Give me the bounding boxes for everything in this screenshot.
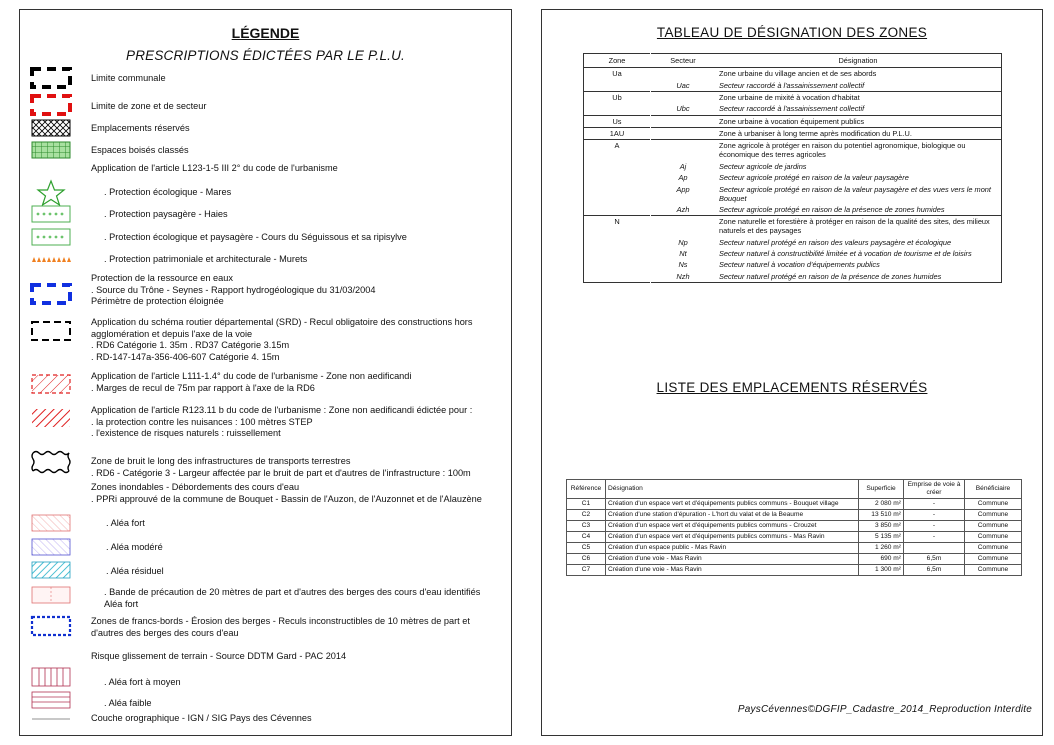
legend-item-label: Risque glissement de terrain - Source DDTM Gard - PAC 2014	[91, 651, 347, 661]
secteur-cell: Nt	[679, 249, 687, 259]
zones-table-row	[584, 271, 1002, 283]
legend-title: LÉGENDE	[231, 25, 300, 41]
legend-item-label: . Aléa faible	[104, 698, 152, 708]
er-superficie-cell: 1 260 m²	[859, 543, 904, 554]
designation-cell: Secteur raccordé à l'assainissement collectif	[719, 104, 865, 114]
zones-table-grid	[583, 53, 1002, 283]
pink-hatch-icon	[30, 513, 72, 533]
zones-table-row	[584, 79, 1002, 91]
tables-panel	[541, 9, 1043, 736]
legend-item	[20, 405, 511, 445]
secteur-cell	[651, 115, 716, 127]
zones-table	[583, 53, 1002, 283]
cyan-hatch-icon	[30, 560, 72, 580]
legend-item-label: Application du schéma routier départemental (SRD) - Recul obligatoire des constructions hors agglomération et depuis l'axe de la voie . RD6 Catégorie 1. 35m . RD37 Catégorie 3.15m . RD-147-147a-356-406-607 Catégorie 4. 15m	[91, 317, 473, 362]
secteur-cell: Nzh	[676, 271, 690, 281]
er-designation-cell: Création d'un espace public - Mas Ravin	[606, 543, 859, 554]
secteur-cell	[651, 91, 716, 103]
zones-table-row	[584, 91, 1002, 103]
zones-table-row	[584, 140, 1002, 161]
er-header-beneficiaire: Bénéficiaire	[965, 480, 1022, 499]
wavy-noise-icon	[30, 448, 72, 476]
designation-cell: Zone agricole à protéger en raison du potentiel agronomique, biologique ou économique des terres agricoles	[715, 140, 1002, 161]
zone-cell	[584, 103, 651, 115]
emplacements-title: LISTE DES EMPLACEMENTS RÉSERVÉS	[656, 380, 928, 395]
legend-item-label: Emplacements réservés	[91, 123, 190, 133]
zones-header-designation: Désignation	[715, 54, 1002, 68]
legend-item	[20, 560, 511, 582]
secteur-cell: App	[676, 184, 690, 194]
grey-contour-line-icon	[30, 712, 72, 726]
zones-table-row	[584, 161, 1002, 172]
secteur-cell	[651, 216, 716, 237]
er-superficie-cell: 13 510 m²	[859, 510, 904, 521]
er-emprise-cell: -	[904, 532, 965, 543]
zone-cell: Ua	[584, 68, 651, 80]
zone-cell	[584, 79, 651, 91]
red-hatched-solid-icon	[30, 405, 72, 431]
legend-item	[20, 371, 511, 399]
legend-item	[20, 203, 511, 225]
secteur-cell: Np	[678, 237, 688, 247]
emplacements-table-grid	[566, 479, 1022, 576]
zone-cell: Ub	[584, 91, 651, 103]
er-superficie-cell: 2 080 m²	[859, 499, 904, 510]
legend-item-label: Application de l'article R123.11 b du code de l'urbanisme : Zone non aedificandi édictée pour : . la protection contre les nuisances : 100 mètres STEP . l'existence de risques naturels : ruissellement	[91, 405, 473, 439]
legend-item-label: Application de l'article L123-1-5 III 2° du code de l'urbanisme	[91, 163, 338, 173]
legend-item	[20, 537, 511, 559]
zones-table-row	[584, 216, 1002, 237]
legend-item-label: Protection de la ressource en eaux . Source du Trône - Seynes - Rapport hydrogéologique du 31/03/2004 Périmètre de protection éloignée	[91, 273, 376, 307]
legend-item	[20, 513, 511, 535]
er-table-row	[567, 543, 1022, 554]
zone-cell	[584, 161, 651, 172]
zone-cell: 1AU	[584, 127, 651, 139]
er-superficie-cell: 3 850 m²	[859, 521, 904, 532]
legend-item-label: Zone de bruit le long des infrastructures de transports terrestres . RD6 - Catégorie 3 - Largeur affectée par le bruit de part et d'autres de l'infrastructure : 100m	[91, 456, 471, 478]
legend-item-label: Couche orographique - IGN / SIG Pays des Cévennes	[91, 713, 312, 723]
legend-item	[20, 583, 511, 611]
er-emprise-cell: -	[904, 521, 965, 532]
zones-table-row	[584, 68, 1002, 80]
legend-item-label: . Protection écologique - Mares	[104, 187, 232, 197]
legend-item	[20, 93, 511, 117]
secteur-cell	[651, 68, 716, 80]
red-dashed-boundary-icon	[30, 93, 72, 117]
legend-item-label: Application de l'article L111-1.4° du code de l'urbanisme - Zone non aedificandi . Marges de recul de 75m par rapport à l'axe de la RD6	[91, 371, 412, 393]
copyright-footer: PaysCévennes©DGFIP_Cadastre_2014_Reproduction Interdite	[737, 704, 1032, 715]
zone-cell	[584, 271, 651, 283]
designation-cell: Zone urbaine de mixité à vocation d'habitat	[715, 91, 1002, 103]
er-reference-cell: C4	[567, 532, 606, 543]
zone-cell	[584, 204, 651, 216]
designation-cell: Secteur naturel protégé en raison de la présence de zones humides	[719, 271, 942, 281]
zones-table-row	[584, 103, 1002, 115]
er-designation-cell: Création d'une voie - Mas Ravin	[606, 554, 859, 565]
black-dashed-boundary-icon	[30, 66, 72, 90]
zones-table-title: TABLEAU DE DÉSIGNATION DES ZONES	[656, 25, 928, 40]
er-designation-cell: Création d'un espace vert et d'équipements publics communs - Mas Ravin	[606, 532, 859, 543]
legend-item-label: . Aléa fort	[106, 518, 145, 528]
orange-triangles-icon	[30, 252, 72, 266]
zones-table-row	[584, 172, 1002, 183]
er-table-row	[567, 565, 1022, 576]
er-reference-cell: C1	[567, 499, 606, 510]
secteur-cell: Aj	[679, 161, 687, 171]
legend-item	[20, 140, 511, 160]
legend-item-label: Limite de zone et de secteur	[91, 101, 207, 111]
er-beneficiaire-cell: Commune	[965, 554, 1022, 565]
zones-table-row	[584, 204, 1002, 216]
er-beneficiaire-cell: Commune	[965, 521, 1022, 532]
black-dashed-srd-icon	[30, 319, 72, 343]
er-emprise-cell: -	[904, 510, 965, 521]
legend-item	[20, 666, 511, 688]
emplacements-table	[566, 479, 1022, 576]
zone-cell	[584, 183, 651, 203]
zones-table-row	[584, 183, 1002, 203]
green-dotted-hedge-icon	[30, 203, 72, 225]
secteur-cell	[651, 127, 716, 139]
maroon-horizontal-lines-icon	[30, 690, 72, 710]
purple-hatch-icon	[30, 537, 72, 557]
er-reference-cell: C2	[567, 510, 606, 521]
legend-item	[20, 690, 511, 710]
legend-item-label: Zones inondables - Débordements des cours d'eau . PPRi approuvé de la commune de Bouquet - Bassin de l'Auzon, de l'Auzonnet et de l'Alauzène	[91, 482, 482, 504]
secteur-cell: Azh	[676, 204, 690, 214]
er-beneficiaire-cell: Commune	[965, 499, 1022, 510]
legend-item	[20, 118, 511, 138]
designation-cell: Secteur agricole protégé en raison de la valeur paysagère	[719, 173, 909, 183]
er-beneficiaire-cell: Commune	[965, 543, 1022, 554]
legend-item	[20, 226, 511, 248]
legend-item	[20, 651, 511, 665]
legend-item	[20, 163, 511, 177]
designation-cell: Zone naturelle et forestière à protéger en raison de la qualité des sites, des milieux naturels et des paysages	[715, 216, 1002, 237]
er-superficie-cell: 1 300 m²	[859, 565, 904, 576]
legend-item-label: Limite communale	[91, 73, 166, 83]
designation-cell: Secteur raccordé à l'assainissement collectif	[719, 80, 865, 90]
er-reference-cell: C3	[567, 521, 606, 532]
zone-cell	[584, 259, 651, 270]
er-designation-cell: Création d'un espace vert et d'équipements publics communs - Bouquet village	[606, 499, 859, 510]
er-emprise-cell: -	[904, 499, 965, 510]
crosshatch-icon	[30, 118, 72, 138]
secteur-cell	[651, 140, 716, 161]
er-header-emprise: Emprise de voie à créer	[904, 480, 965, 499]
legend-item	[20, 448, 511, 478]
zones-table-row	[584, 248, 1002, 259]
green-grid-icon	[30, 140, 72, 160]
er-reference-cell: C7	[567, 565, 606, 576]
designation-cell: Secteur naturel à constructibilité limitée et à vocation de tourisme et de loisirs	[719, 249, 972, 259]
secteur-cell: Ns	[678, 260, 688, 270]
er-superficie-cell: 5 135 m²	[859, 532, 904, 543]
designation-cell: Secteur agricole protégé en raison de la valeur paysagère et des vues vers le mont Bouquet	[719, 184, 991, 203]
er-table-row	[567, 554, 1022, 565]
er-beneficiaire-cell: Commune	[965, 532, 1022, 543]
designation-cell: Zone urbaine à vocation équipement publics	[715, 115, 1002, 127]
zones-table-row	[584, 115, 1002, 127]
er-header-designation: Désignation	[606, 480, 859, 499]
er-emprise-cell: 6,5m	[904, 554, 965, 565]
er-designation-cell: Création d'un espace vert et d'équipements publics communs - Crouzet	[606, 521, 859, 532]
zones-header-zone: Zone	[584, 54, 651, 68]
er-beneficiaire-cell: Commune	[965, 565, 1022, 576]
zone-cell: N	[584, 216, 651, 237]
red-hatched-dashed-icon	[30, 371, 72, 397]
er-emprise-cell: 6,5m	[904, 565, 965, 576]
zone-cell: A	[584, 140, 651, 161]
er-designation-cell: Création d'une station d'épuration - L'hort du valat et de la Beaume	[606, 510, 859, 521]
secteur-cell: Ubc	[676, 104, 690, 114]
designation-cell: Secteur naturel à vocation d'équipements publics	[719, 260, 880, 270]
legend-subtitle: PRESCRIPTIONS ÉDICTÉES PAR LE P.L.U.	[125, 48, 406, 63]
zones-table-row	[584, 237, 1002, 248]
legend-item-label: . Protection écologique et paysagère - Cours du Séguissous et sa ripisylve	[104, 232, 407, 242]
er-table-row	[567, 532, 1022, 543]
designation-cell: Zone urbaine du village ancien et de ses abords	[719, 69, 877, 79]
legend-item	[20, 317, 511, 367]
maroon-vertical-lines-icon	[30, 666, 72, 688]
legend-item-label: . Aléa fort à moyen	[104, 677, 181, 687]
er-reference-cell: C6	[567, 554, 606, 565]
legend-item-label: Espaces boisés classés	[91, 145, 189, 155]
legend-item	[20, 712, 511, 726]
designation-cell: Secteur naturel protégé en raison des valeurs paysagère et écologique	[719, 237, 952, 247]
legend-item	[20, 482, 511, 508]
er-superficie-cell: 690 m²	[859, 554, 904, 565]
zone-cell	[584, 172, 651, 183]
er-header-reference: Référence	[567, 480, 606, 499]
zone-cell: Us	[584, 115, 651, 127]
legend-item	[20, 613, 511, 643]
legend-panel	[19, 9, 512, 736]
er-designation-cell: Création d'une voie - Mas Ravin	[606, 565, 859, 576]
legend-item	[20, 252, 511, 266]
legend-item-label: Zones de francs-bords - Érosion des berges - Reculs inconstructibles de 10 mètres de part et d'autres des berges des cours d'eau	[91, 616, 470, 638]
zones-header-secteur: Secteur	[651, 54, 716, 68]
er-emprise-cell	[904, 543, 965, 554]
er-table-row	[567, 521, 1022, 532]
er-table-row	[567, 499, 1022, 510]
designation-cell: Secteur agricole de jardins	[719, 161, 807, 171]
legend-item	[20, 273, 511, 313]
legend-item-label: . Protection patrimoniale et architecturale - Murets	[104, 254, 308, 264]
zones-table-row	[584, 259, 1002, 270]
zone-cell	[584, 237, 651, 248]
designation-cell: Zone à urbaniser à long terme après modification du P.L.U.	[715, 127, 1002, 139]
er-table-row	[567, 510, 1022, 521]
legend-item-label: . Aléa résiduel	[106, 566, 164, 576]
zone-cell	[584, 248, 651, 259]
legend-item	[20, 66, 511, 90]
blue-dotted-banks-icon	[30, 613, 72, 639]
legend-item-label: . Aléa modéré	[106, 542, 163, 552]
green-dotted-riparian-icon	[30, 226, 72, 248]
blue-dashed-protection-icon	[30, 282, 72, 306]
er-beneficiaire-cell: Commune	[965, 510, 1022, 521]
pink-dotted-band-icon	[30, 585, 72, 605]
er-header-superficie: Superficie	[859, 480, 904, 499]
designation-cell: Secteur agricole protégé en raison de la présence de zones humides	[719, 204, 945, 214]
er-reference-cell: C5	[567, 543, 606, 554]
legend-item-label: . Bande de précaution de 20 mètres de part et d'autres des berges des cours d'eau identifiés Aléa fort	[104, 587, 481, 609]
legend-item-label: . Protection paysagère - Haies	[104, 209, 228, 219]
secteur-cell: Uac	[676, 80, 690, 90]
secteur-cell: Ap	[678, 173, 688, 183]
zones-table-row	[584, 127, 1002, 139]
